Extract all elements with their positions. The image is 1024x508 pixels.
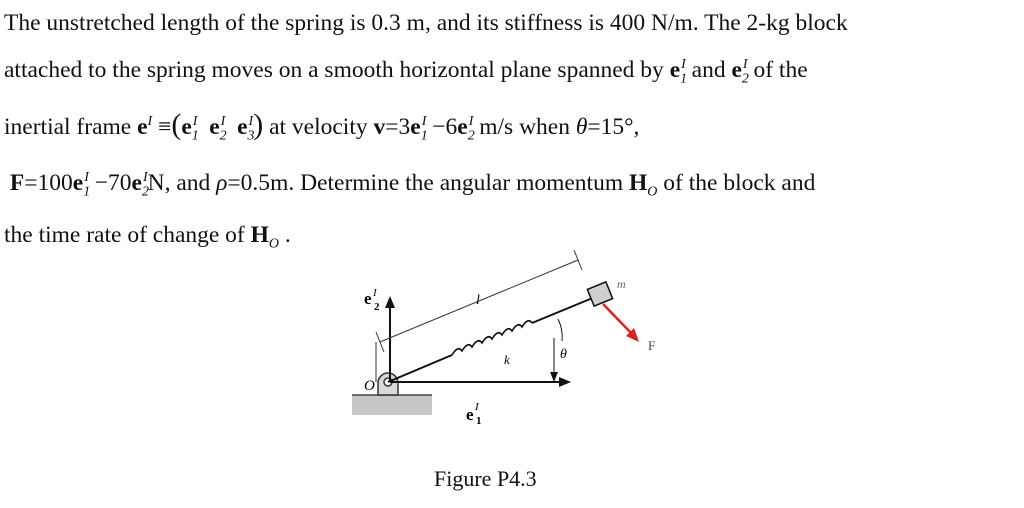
angle-arc — [558, 319, 562, 341]
figure-p4-3 — [340, 238, 656, 468]
problem-text-1: The unstretched length of the spring is 0.3 m, and its stiffness is 400 N/m. The 2-kg block — [4, 10, 848, 36]
ground-base — [352, 395, 432, 415]
problem-line-1 — [4, 2, 1020, 44]
origin-label: O — [364, 378, 375, 394]
problem-text-2c: of the — [753, 56, 808, 83]
problem-text-4b: m. Determine the angular momentum — [270, 169, 624, 196]
problem-text-4c: of the block and — [663, 169, 816, 196]
problem-line-3: inertial frame $e^I \equiv(e_1^I$ $e_2^I$ $e_3^I$) at velocity $v=3e_1^I -6e_2^I$ m/s when θ=15°, — [4, 107, 640, 144]
rod — [388, 355, 452, 382]
e1-sub: 1 — [476, 415, 482, 427]
angle-label: θ — [560, 347, 567, 362]
problem-line-4: $F=100e_1^I -70e_2^IN$, and ρ=0.5m. Determine the angular momentum $H_O$ of the block and — [9, 169, 816, 200]
problem-text-3c: m/s when — [479, 113, 570, 140]
problem-text-3b: at velocity — [269, 113, 368, 140]
problem-line-2: attached to the spring moves on a smooth horizontal plane spanned by $e_1^I$ and $e_2^I$ of the — [4, 56, 808, 87]
problem-text-2b: and — [691, 56, 726, 83]
length-tick-right — [574, 250, 582, 270]
force-arrow — [603, 304, 634, 336]
mass-label: m — [617, 277, 626, 291]
figure-caption: Figure P4.3 — [434, 466, 537, 491]
e1-label: e — [466, 405, 474, 424]
block-m — [587, 282, 612, 306]
e2-arrowhead — [385, 296, 395, 308]
e2-sub: 2 — [374, 301, 380, 313]
problem-text-3a: inertial frame — [4, 113, 132, 140]
spring — [452, 321, 532, 355]
length-tick-left — [376, 332, 384, 352]
e2-label: e — [364, 289, 372, 308]
angle-arrowhead — [550, 372, 558, 382]
e2-vector: e — [731, 56, 742, 83]
e1-sup: I — [475, 401, 479, 413]
problem-line-5: the time rate of change of $H_O$ . — [4, 221, 291, 252]
spring-mass-diagram — [340, 238, 656, 468]
problem-text-5a: the time rate of change of — [4, 221, 245, 248]
problem-text-2a: attached to the spring moves on a smooth horizontal plane spanned by — [4, 56, 664, 83]
problem-statement — [4, 2, 1020, 265]
force-label: F — [648, 338, 656, 353]
length-label: l — [476, 293, 480, 308]
problem-text-4a: N, and — [147, 169, 211, 196]
spring-label: k — [504, 352, 510, 367]
e1-vector: e — [669, 56, 681, 83]
e1-arrowhead — [559, 377, 571, 387]
e2-sup: I — [373, 287, 377, 299]
rod-end — [532, 297, 595, 323]
